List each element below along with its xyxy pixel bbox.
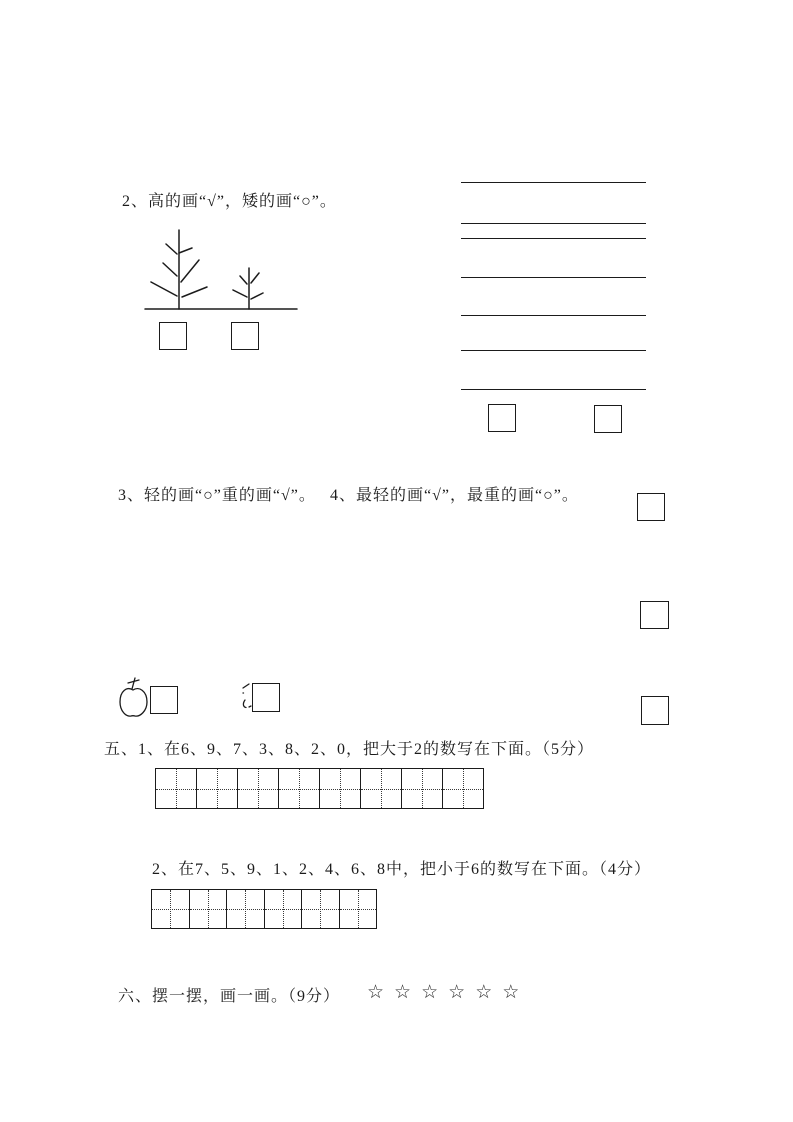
write-cell[interactable] [197, 769, 238, 808]
star-icon: ☆ [448, 982, 466, 1003]
section-5-item-2: 2、在7、5、9、1、2、4、6、8中，把小于6的数写在下面。（4分） [152, 861, 652, 878]
compare-line [461, 238, 646, 239]
write-cell[interactable] [279, 769, 320, 808]
write-cell[interactable] [402, 769, 443, 808]
question-2-label: 2、高的画“√”，矮的画“○”。 [122, 193, 337, 210]
write-cell[interactable] [340, 890, 377, 928]
writing-grid-2 [151, 889, 377, 929]
writing-grid-1 [155, 768, 484, 809]
star-icon: ☆ [475, 982, 493, 1003]
write-cell[interactable] [156, 769, 197, 808]
answer-box-tall-tree[interactable] [159, 322, 187, 350]
short-tree-icon [233, 268, 263, 309]
section-6-heading: 六、摆一摆，画一画。（9分） [118, 988, 341, 1005]
compare-line [461, 223, 646, 224]
answer-box-q4-bottom[interactable] [641, 696, 669, 725]
answer-box-q4-middle[interactable] [640, 601, 669, 629]
apple-icon [117, 674, 151, 718]
star-icon: ☆ [502, 982, 520, 1003]
section-5-heading: 五、1、在6、9、7、3、8、2、0，把大于2的数写在下面。（5分） [104, 741, 595, 758]
question-4-label: 4、最轻的画“√”，最重的画“○”。 [330, 487, 579, 504]
compare-line [461, 277, 646, 278]
write-cell[interactable] [190, 890, 228, 928]
question-3-label: 3、轻的画“○”重的画“√”。 [118, 487, 316, 504]
compare-line [461, 182, 646, 183]
trees-illustration [140, 224, 310, 316]
tall-tree-icon [151, 230, 207, 309]
answer-box-apple[interactable] [150, 686, 178, 714]
write-cell[interactable] [302, 890, 340, 928]
write-cell[interactable] [152, 890, 190, 928]
answer-box-q4-top[interactable] [637, 493, 665, 521]
answer-box-short-tree[interactable] [231, 322, 259, 350]
answer-box-fruit2[interactable] [252, 683, 280, 712]
write-cell[interactable] [320, 769, 361, 808]
write-cell[interactable] [227, 890, 265, 928]
compare-line [461, 389, 646, 390]
star-icon: ☆ [421, 982, 439, 1003]
write-cell[interactable] [443, 769, 483, 808]
compare-line [461, 315, 646, 316]
answer-box-lines-left[interactable] [488, 404, 516, 432]
star-icon: ☆ [367, 982, 385, 1003]
compare-line [461, 350, 646, 351]
star-row [367, 981, 519, 1004]
write-cell[interactable] [361, 769, 402, 808]
star-icon: ☆ [394, 982, 412, 1003]
answer-box-lines-right[interactable] [594, 405, 622, 433]
write-cell[interactable] [238, 769, 279, 808]
write-cell[interactable] [265, 890, 303, 928]
